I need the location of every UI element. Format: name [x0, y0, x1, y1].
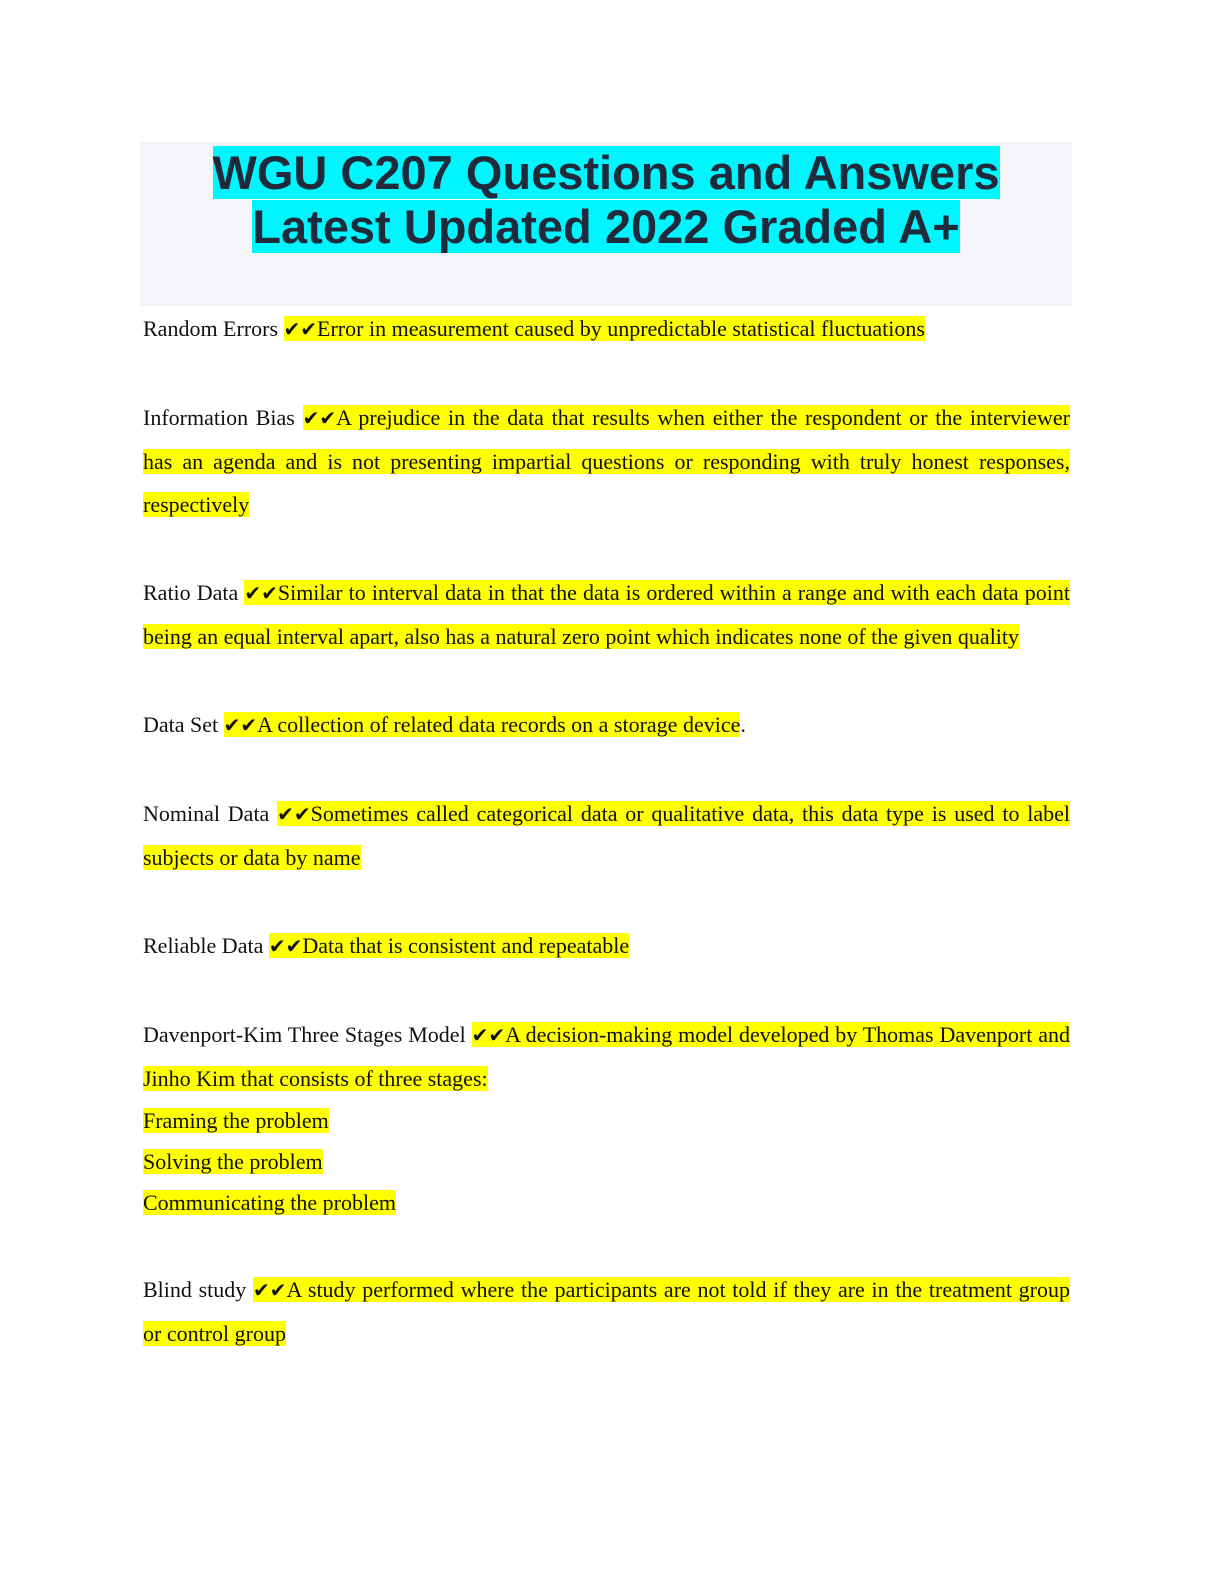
definition — [143, 801, 1070, 870]
check-icon: ✔✔ — [302, 406, 337, 430]
definition — [269, 933, 629, 958]
definition — [224, 712, 741, 737]
check-icon: ✔✔ — [268, 934, 303, 958]
definition-text: Data that is consistent and repeatable — [302, 933, 630, 958]
stage-item: Framing the problem — [143, 1108, 329, 1133]
term: Information Bias — [143, 405, 295, 430]
qa-list — [143, 307, 1070, 1355]
definition — [143, 580, 1070, 649]
definition-text: A study performed where the participants are not told if they are in the treatment group or control group — [143, 1277, 1070, 1346]
check-icon: ✔✔ — [283, 317, 318, 341]
check-icon: ✔✔ — [244, 581, 278, 605]
definition-text: Sometimes called categorical data or qualitative data, this data type is used to label subjects or data by name — [143, 801, 1070, 870]
term: Blind study — [143, 1277, 247, 1302]
definition — [143, 1277, 1070, 1346]
definition-text: A collection of related data records on a storage device — [257, 712, 741, 737]
qa-entry — [143, 703, 1070, 747]
check-icon: ✔✔ — [223, 713, 258, 737]
qa-entry — [143, 307, 1070, 351]
qa-entry — [143, 396, 1070, 526]
definition-text: A prejudice in the data that results when either the respondent or the interviewer has an agenda and is not presenting impartial questions or responding with truly honest responses, respectively — [143, 405, 1070, 517]
term: Davenport-Kim Three Stages Model — [143, 1022, 466, 1047]
stage-list — [143, 1100, 1070, 1223]
qa-entry — [143, 1013, 1070, 1100]
definition-text: A decision-making model developed by Thomas Davenport and Jinho Kim that consists of three stages: — [143, 1022, 1070, 1091]
definition-text: Similar to interval data in that the data is ordered within a range and with each data point being an equal interval apart, also has a natural zero point which indicates none of the given quality — [143, 580, 1070, 649]
term: Reliable Data — [143, 933, 264, 958]
title-banner — [140, 142, 1072, 306]
document-title — [140, 142, 1072, 254]
term: Nominal Data — [143, 801, 270, 826]
term: Data Set — [143, 712, 219, 737]
title-line-1: WGU C207 Questions and Answers — [212, 146, 1000, 199]
term: Ratio Data — [143, 580, 239, 605]
term: Random Errors — [143, 316, 279, 341]
check-icon: ✔✔ — [471, 1023, 506, 1047]
qa-entry — [143, 792, 1070, 879]
definition — [284, 316, 925, 341]
qa-entry — [143, 924, 1070, 968]
check-icon: ✔✔ — [277, 802, 311, 826]
check-icon: ✔✔ — [252, 1278, 287, 1302]
stage-item: Communicating the problem — [143, 1190, 396, 1215]
qa-entry — [143, 571, 1070, 658]
definition-text: Error in measurement caused by unpredictable statistical fluctuations — [317, 316, 925, 341]
qa-entry — [143, 1268, 1070, 1355]
title-line-2: Latest Updated 2022 Graded A+ — [252, 200, 960, 253]
stage-item: Solving the problem — [143, 1149, 323, 1174]
definition-tail: . — [740, 712, 746, 737]
